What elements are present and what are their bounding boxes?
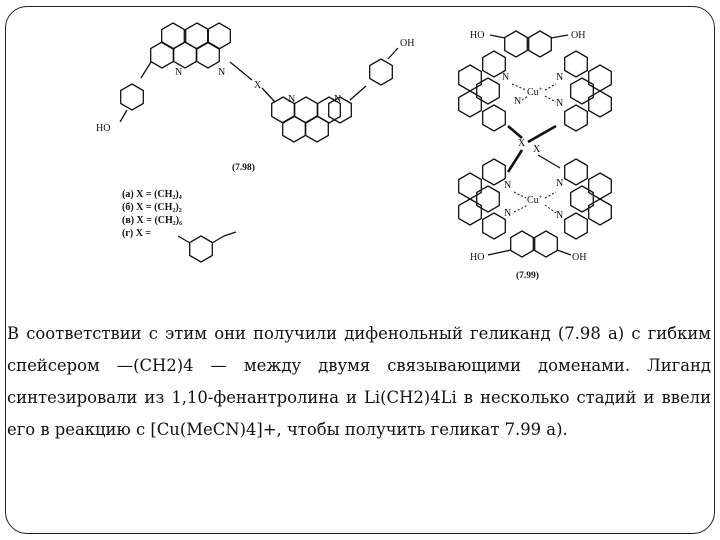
n-atom-2: N bbox=[218, 67, 226, 78]
variant-b: (б) X = (CH₂)₂ bbox=[122, 202, 182, 213]
upper-copper-center bbox=[459, 51, 612, 131]
right-phenol bbox=[350, 38, 414, 100]
left-phenol bbox=[96, 62, 151, 134]
hydroxyl-top-right: OH bbox=[571, 30, 586, 41]
hydroxyl-top-left: HO bbox=[470, 30, 485, 41]
n-atom-4: N bbox=[334, 94, 342, 105]
n-atom-h2: N bbox=[514, 96, 522, 107]
n-atom-1: N bbox=[175, 67, 183, 78]
ligand-structure bbox=[96, 23, 414, 173]
ligand-compound-number: (7.98) bbox=[232, 163, 255, 173]
lower-phenanthroline bbox=[272, 94, 352, 142]
hydroxyl-bottom-right: OH bbox=[572, 252, 587, 263]
helicate-structure bbox=[459, 30, 612, 281]
hydroxyl-bottom-left: HO bbox=[470, 252, 485, 263]
upper-phenanthroline bbox=[151, 23, 231, 78]
variant-v: (в) X = (CH₂)₆ bbox=[122, 215, 183, 226]
n-atom-h7: N bbox=[556, 178, 564, 189]
hydroxyl-right: OH bbox=[400, 38, 415, 49]
spacer-x-helicate-1: X bbox=[518, 138, 526, 149]
spacer-x-ligand: X bbox=[254, 80, 262, 91]
caption-paragraph: В соответствии с этим они получили дифенольный геликанд (7.98 а) с гибким спейсером —(CH2)4 — между двумя связывающими доменами. Лиганд синтезировали из 1,10-фенантролина и Li(CH2)4Li в несколько стадий и ввели его в реакцию с [Cu(MeCN)4]+, чтобы получить геликат 7.99 а). bbox=[7, 324, 711, 439]
n-atom-h1: N bbox=[502, 72, 510, 83]
m-xylylene-spacer bbox=[178, 232, 236, 262]
cu-lower: Cu+ bbox=[527, 193, 543, 206]
n-atom-h4: N bbox=[556, 98, 564, 109]
hydroxyl-left: HO bbox=[96, 123, 111, 134]
n-atom-h5: N bbox=[504, 180, 512, 191]
helicate-compound-number: (7.99) bbox=[516, 271, 539, 281]
n-atom-h8: N bbox=[556, 210, 564, 221]
n-atom-h3: N bbox=[556, 72, 564, 83]
spacer-x-helicate-2: X bbox=[533, 144, 541, 155]
n-atom-3: N bbox=[288, 94, 296, 105]
n-atom-h6: N bbox=[504, 208, 512, 219]
spacer-variants bbox=[122, 189, 236, 262]
variant-g: (г) X = bbox=[122, 228, 152, 239]
cu-upper: Cu+ bbox=[527, 85, 543, 98]
lower-copper-center bbox=[459, 159, 612, 239]
variant-a: (а) X = (CH₂)₄ bbox=[122, 189, 182, 200]
